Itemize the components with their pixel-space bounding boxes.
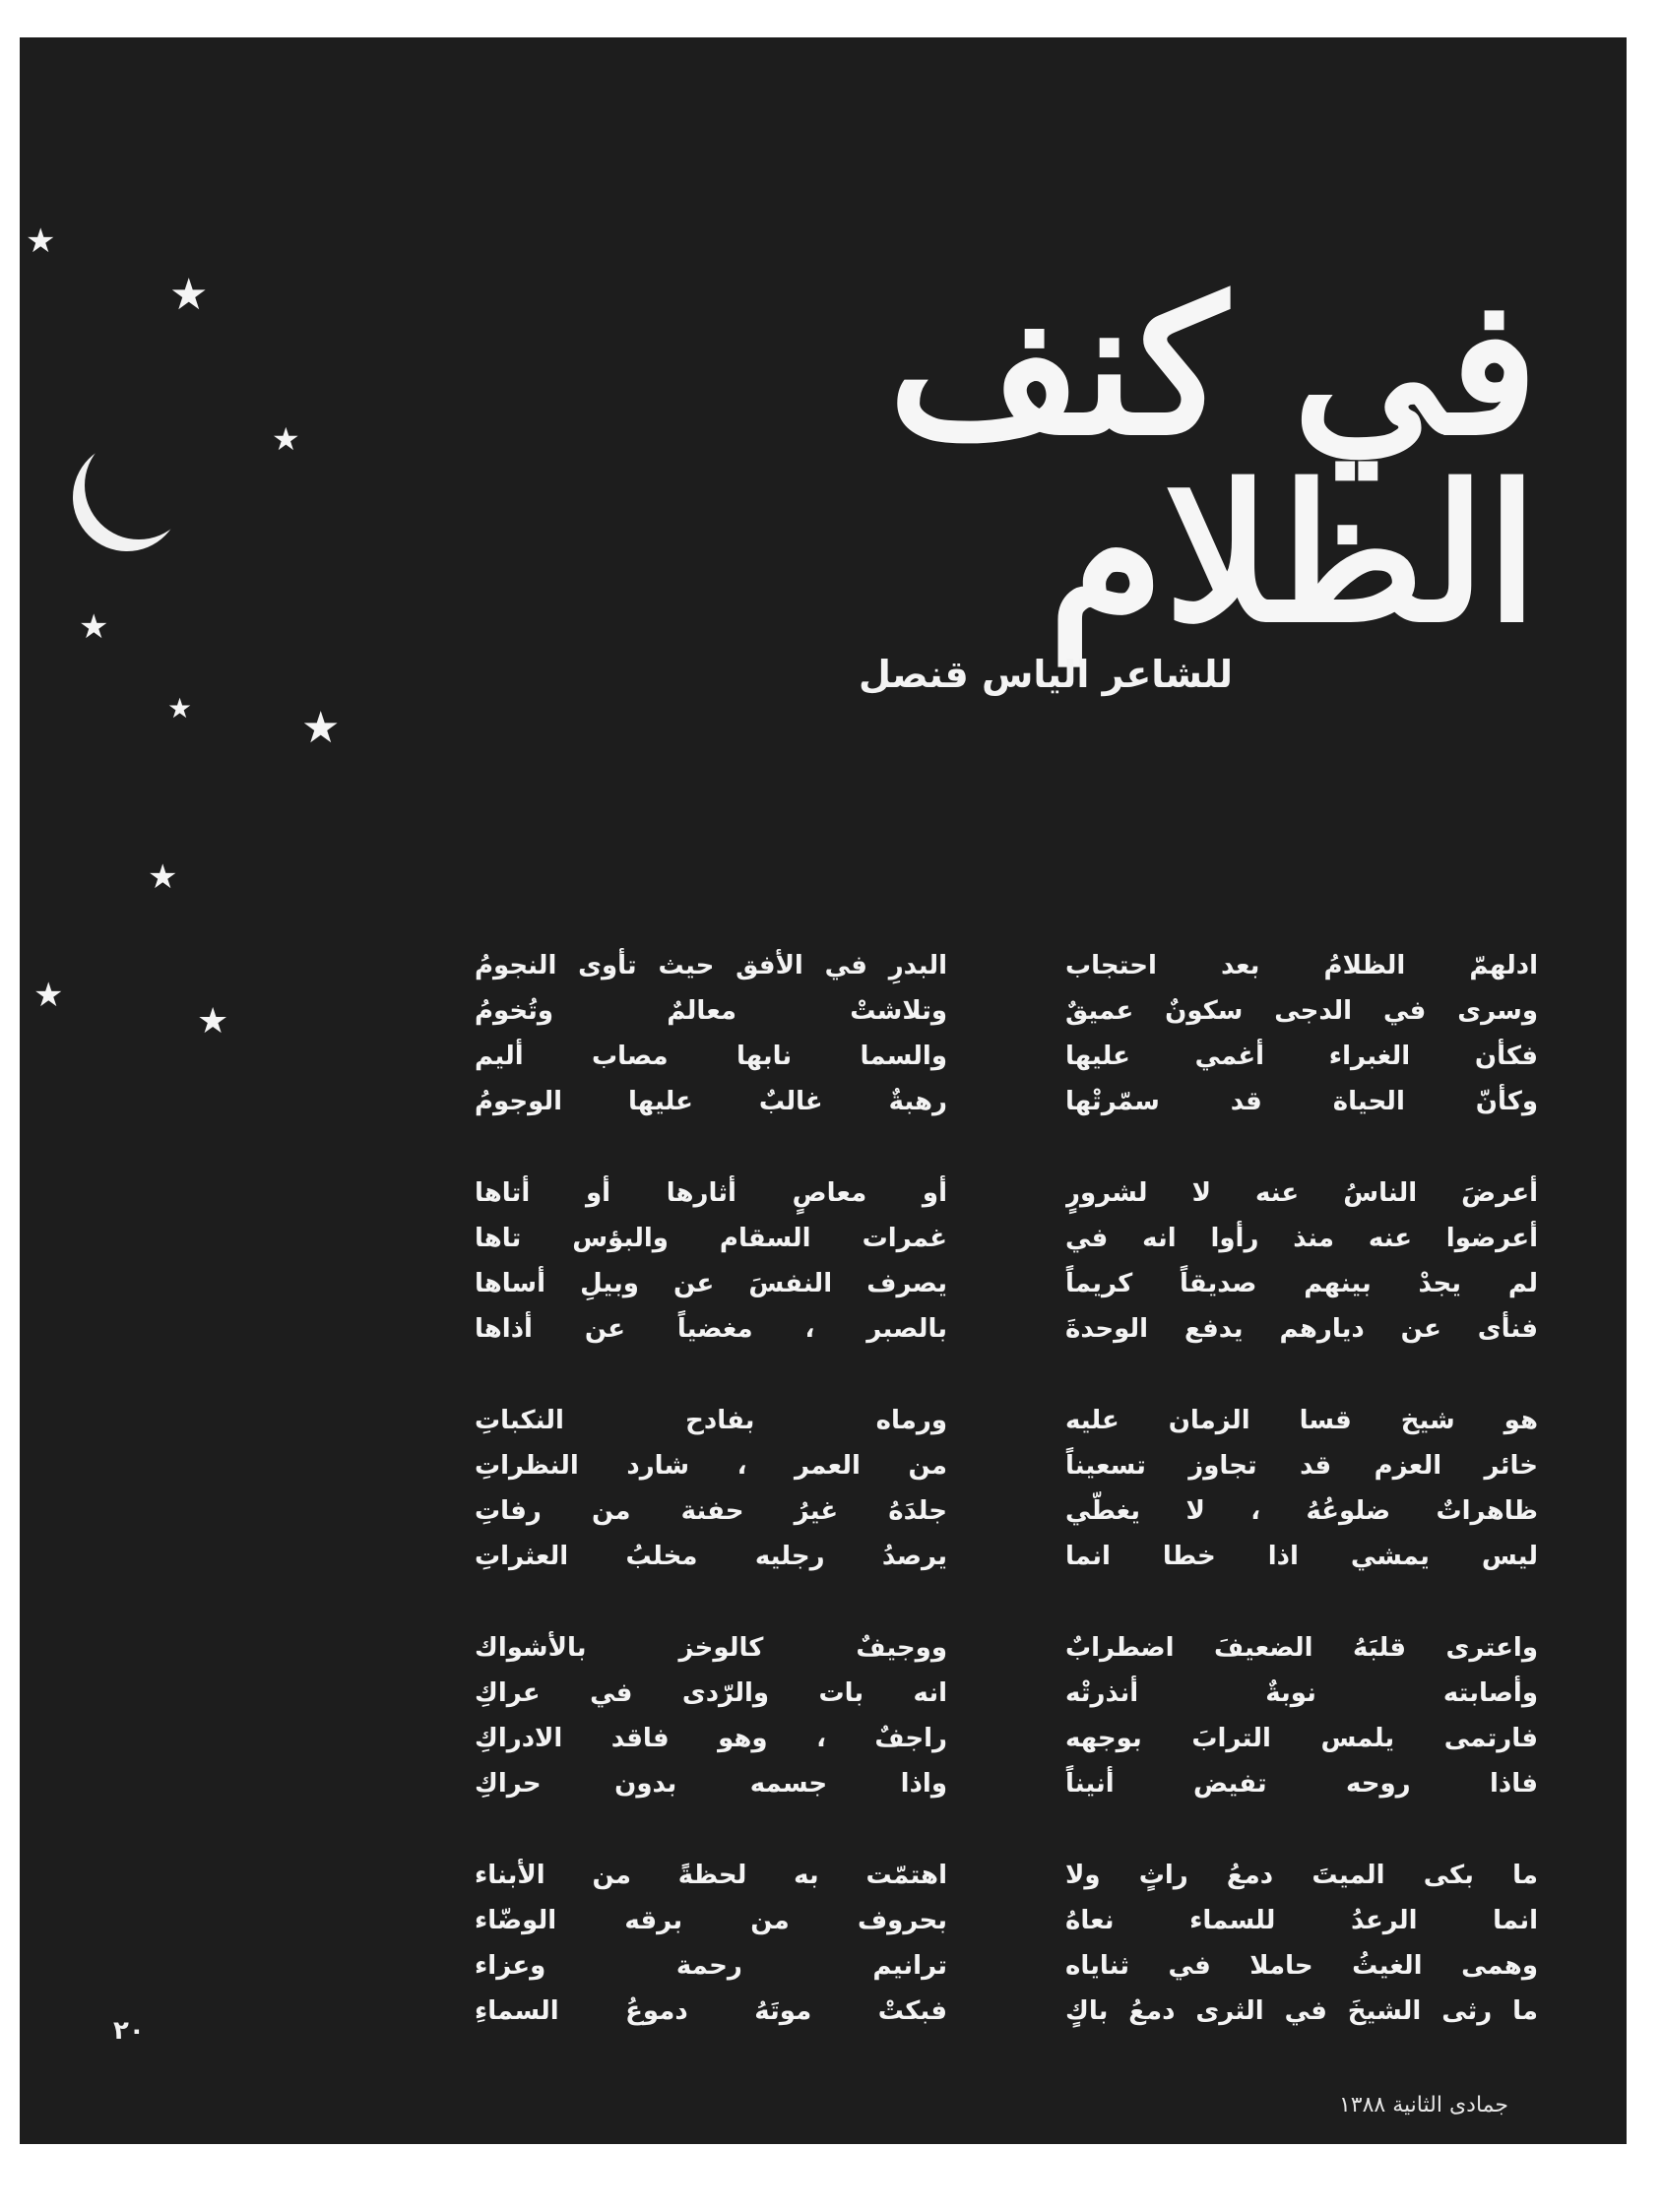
verse-line: اهتمّت به لحظةً من الأبناء xyxy=(475,1861,947,1890)
verse-line: جلدَهُ غيرُ حفنة من رفاتِ xyxy=(475,1496,947,1526)
poem-body xyxy=(475,943,1538,2080)
verse-line: ترانيم رحمة وعزاء xyxy=(475,1951,947,1981)
verse-line: والسما نابها مصاب أليم xyxy=(475,1042,947,1071)
star-icon: ★ xyxy=(33,976,64,1015)
stanza xyxy=(475,943,1538,1124)
star-icon: ★ xyxy=(79,607,109,647)
star-icon: ★ xyxy=(148,857,178,897)
verse-line: أو معاصٍ أثارها أو أتاها xyxy=(475,1178,947,1208)
stanza xyxy=(475,1625,1538,1806)
first-hemistich-column xyxy=(1065,1398,1538,1579)
page-number: ٢٠ xyxy=(113,2016,145,2046)
verse-line: وتلاشتْ معالمٌ وتُخومُ xyxy=(475,996,947,1026)
verse-line: يصرف النفسَ عن وبيلِ أساها xyxy=(475,1269,947,1298)
verse-line: ووجيفٌ كالوخز بالأشواك xyxy=(475,1633,947,1663)
star-icon: ★ xyxy=(301,703,341,753)
verse-line: راجفٌ ، وهو فاقد الادراكِ xyxy=(475,1724,947,1753)
first-hemistich-column xyxy=(1065,1853,1538,2034)
verse-line: ادلهمّ الظلامُ بعد احتجاب xyxy=(1065,951,1538,980)
verse-line: بحروف من برقه الوضّاء xyxy=(475,1906,947,1935)
poem-author: للشاعر الياس قنصل xyxy=(858,653,1233,696)
star-icon: ★ xyxy=(169,270,209,320)
crescent-moon-icon xyxy=(85,431,193,539)
verse-line: وأصابته نوبةٌ أنذرتْه xyxy=(1065,1678,1538,1708)
second-hemistich-column xyxy=(475,1170,947,1352)
second-hemistich-column xyxy=(475,1625,947,1806)
verse-line: انما الرعدُ للسماء نعاهُ xyxy=(1065,1906,1538,1935)
verse-line: أعرضوا عنه منذ رأوا انه في xyxy=(1065,1224,1538,1253)
first-hemistich-column xyxy=(1065,943,1538,1124)
verse-line: ورماه بفادح النكباتِ xyxy=(475,1406,947,1435)
verse-line: فبكتْ موتَهُ دموعُ السماءِ xyxy=(475,1996,947,2026)
verse-line: فكأن الغبراء أغمي عليها xyxy=(1065,1042,1538,1071)
verse-line: خائر العزم قد تجاوز تسعيناً xyxy=(1065,1451,1538,1481)
verse-line: البدرِ في الأفق حيث تأوى النجومُ xyxy=(475,951,947,980)
stanza xyxy=(475,1398,1538,1579)
verse-line: انه بات والرّدى في عراكِ xyxy=(475,1678,947,1708)
verse-line: وسرى في الدجى سكونٌ عميقٌ xyxy=(1065,996,1538,1026)
verse-line: ليس يمشي اذا خطا انما xyxy=(1065,1542,1538,1571)
star-icon: ★ xyxy=(167,692,193,725)
stanza xyxy=(475,1170,1538,1352)
verse-line: غمرات السقام والبؤس تاها xyxy=(475,1224,947,1253)
verse-line: ظاهراتٌ ضلوعُهُ ، لا يغطّي xyxy=(1065,1496,1538,1526)
verse-line: أعرضَ الناسُ عنه لا لشرورٍ xyxy=(1065,1178,1538,1208)
first-hemistich-column xyxy=(1065,1625,1538,1806)
poem-title: في كنف الظلام xyxy=(888,257,1538,664)
star-icon: ★ xyxy=(26,221,56,261)
verse-line: رهبةٌ غالبٌ عليها الوجومُ xyxy=(475,1087,947,1116)
verse-line: بالصبر ، مغضياً عن أذاها xyxy=(475,1314,947,1344)
verse-line: واذا جسمه بدون حراكِ xyxy=(475,1769,947,1799)
second-hemistich-column xyxy=(475,1853,947,2034)
star-icon: ★ xyxy=(272,420,300,458)
verse-line: فاذا روحه تفيض أنيناً xyxy=(1065,1769,1538,1799)
second-hemistich-column xyxy=(475,1398,947,1579)
verse-line: لم يجدْ بينهم صديقاً كريماً xyxy=(1065,1269,1538,1298)
second-hemistich-column xyxy=(475,943,947,1124)
verse-line: وكأنّ الحياة قد سمّرتْها xyxy=(1065,1087,1538,1116)
star-icon: ★ xyxy=(197,1001,229,1042)
page-background xyxy=(20,37,1627,2144)
first-hemistich-column xyxy=(1065,1170,1538,1352)
verse-line: ما بكى الميتَ دمعُ راثٍ ولا xyxy=(1065,1861,1538,1890)
verse-line: من العمر ، شارد النظراتِ xyxy=(475,1451,947,1481)
verse-line: هو شيخ قسا الزمان عليه xyxy=(1065,1406,1538,1435)
issue-date: جمادى الثانية ١٣٨٨ xyxy=(1338,2093,1508,2117)
verse-line: وهمى الغيثُ حاملا في ثناياه xyxy=(1065,1951,1538,1981)
verse-line: واعترى قلبَهُ الضعيفَ اضطرابٌ xyxy=(1065,1633,1538,1663)
stanza xyxy=(475,1853,1538,2034)
verse-line: فنأى عن ديارهم يدفع الوحدةَ xyxy=(1065,1314,1538,1344)
verse-line: ما رثى الشيخَ في الثرى دمعُ باكٍ xyxy=(1065,1996,1538,2026)
verse-line: يرصدُ رجليه مخلبُ العثراتِ xyxy=(475,1542,947,1571)
verse-line: فارتمى يلمس الترابَ بوجهه xyxy=(1065,1724,1538,1753)
